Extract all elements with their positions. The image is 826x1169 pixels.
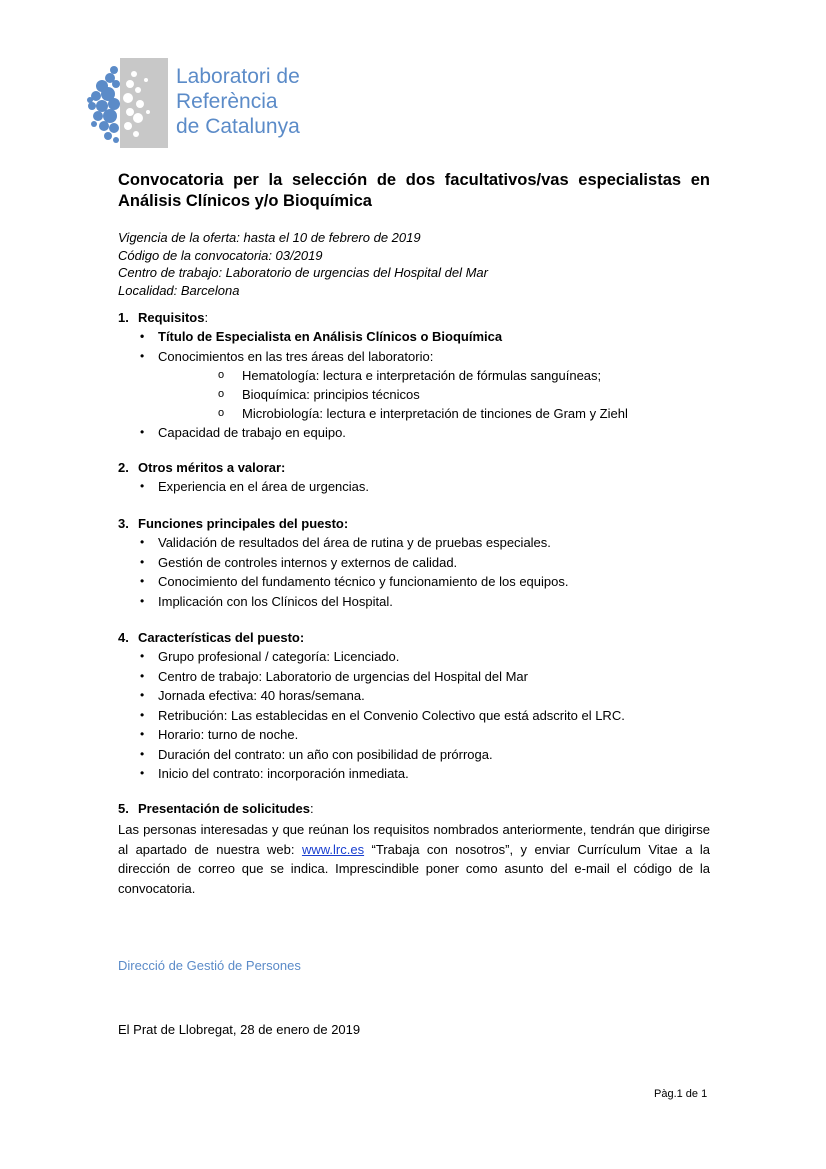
website-link[interactable]: www.lrc.es — [301, 841, 365, 857]
list-item: • Gestión de controles internos y externos de calidad. — [118, 553, 718, 573]
department-signature: Direcció de Gestió de Persones — [118, 958, 301, 973]
section-requirements — [118, 308, 718, 443]
meta-workplace: Centro de trabajo: Laboratorio de urgencias del Hospital del Mar — [118, 265, 488, 280]
application-paragraph — [118, 820, 710, 898]
page-number: Pàg.1 de 1 — [654, 1088, 708, 1100]
list-item: • Duración del contrato: un año con posibilidad de prórroga. — [118, 745, 718, 765]
section-heading — [118, 458, 718, 477]
list-item: • Capacidad de trabajo en equipo. — [118, 423, 718, 443]
section-title: Características del puesto: — [138, 630, 305, 645]
sub-list-item: o Bioquímica: principios técnicos — [118, 385, 718, 404]
meta-location: Localidad: Barcelona — [118, 282, 240, 298]
section-number: 3. — [118, 516, 129, 531]
list-item: • Título de Especialista en Análisis Clínicos o Bioquímica — [118, 327, 718, 347]
logo-wordmark — [176, 64, 300, 139]
section-number: 2. — [118, 460, 129, 475]
list-item: • Conocimiento del fundamento técnico y funcionamiento de los equipos. — [118, 572, 718, 592]
section-colon: : — [204, 310, 209, 325]
logo-dots-graphic — [84, 56, 168, 152]
section-number: 1. — [118, 310, 129, 325]
section-heading — [118, 628, 718, 647]
list-item: • Jornada efectiva: 40 horas/semana. — [118, 686, 718, 706]
section-position-characteristics — [118, 628, 718, 784]
section-heading — [118, 514, 718, 533]
logo-line-2: Referència — [176, 90, 278, 113]
list-item: • Horario: turno de noche. — [118, 725, 718, 745]
paragraph-text-end: “Trabaja con nosotros”, y enviar Currículum Vitae a la dirección de correo que se indica. Imprescindible poner como asunto del e-mail el código de la convocatoria. — [118, 841, 710, 896]
organization-logo — [84, 56, 324, 152]
section-title: Funciones principales del puesto: — [138, 516, 349, 531]
list-item: • Conocimientos en las tres áreas del laboratorio: — [118, 347, 718, 367]
meta-code: Código de la convocatoria: 03/2019 — [118, 247, 323, 263]
section-title: Presentación de solicitudes — [138, 801, 310, 816]
section-heading — [118, 799, 718, 818]
list-item: • Implicación con los Clínicos del Hospital. — [118, 592, 718, 612]
place-date-line: El Prat de Llobregat, 28 de enero de 2019 — [118, 1022, 361, 1037]
section-main-functions — [118, 514, 718, 611]
list-item: • Validación de resultados del área de rutina y de pruebas especiales. — [118, 533, 718, 553]
section-heading — [118, 308, 718, 327]
section-application — [118, 799, 718, 818]
section-colon: : — [309, 801, 314, 816]
logo-line-1: Laboratori de — [176, 65, 300, 88]
section-title: Requisitos — [138, 310, 205, 325]
list-item: • Retribución: Las establecidas en el Convenio Colectivo que está adscrito el LRC. — [118, 706, 718, 726]
document-title: Convocatoria per la selección de dos facultativos/vas especialistas en Análisis Clínicos y/o Bioquímica — [118, 171, 710, 210]
logo-line-3: de Catalunya — [176, 115, 300, 138]
paragraph-text-start: Las personas interesadas y que reúnan los requisitos nombrados anteriormente, tendrán que dirigirse al apartado de nuestra web: — [118, 822, 710, 857]
meta-validity: Vigencia de la oferta: hasta el 10 de febrero de 2019 — [118, 230, 421, 245]
section-number: 4. — [118, 630, 129, 645]
offer-metadata — [118, 229, 488, 299]
list-item: • Grupo profesional / categoría: Licenciado. — [118, 647, 718, 667]
sub-list-item: o Microbiología: lectura e interpretación de tinciones de Gram y Ziehl — [118, 404, 718, 423]
section-other-merits — [118, 458, 718, 497]
list-item: • Inicio del contrato: incorporación inmediata. — [118, 764, 718, 784]
section-number: 5. — [118, 801, 129, 816]
section-title: Otros méritos a valorar: — [138, 460, 286, 475]
sub-list-item: o Hematología: lectura e interpretación de fórmulas sanguíneas; — [118, 366, 718, 385]
list-item: • Centro de trabajo: Laboratorio de urgencias del Hospital del Mar — [118, 667, 718, 687]
list-item: • Experiencia en el área de urgencias. — [118, 477, 718, 497]
